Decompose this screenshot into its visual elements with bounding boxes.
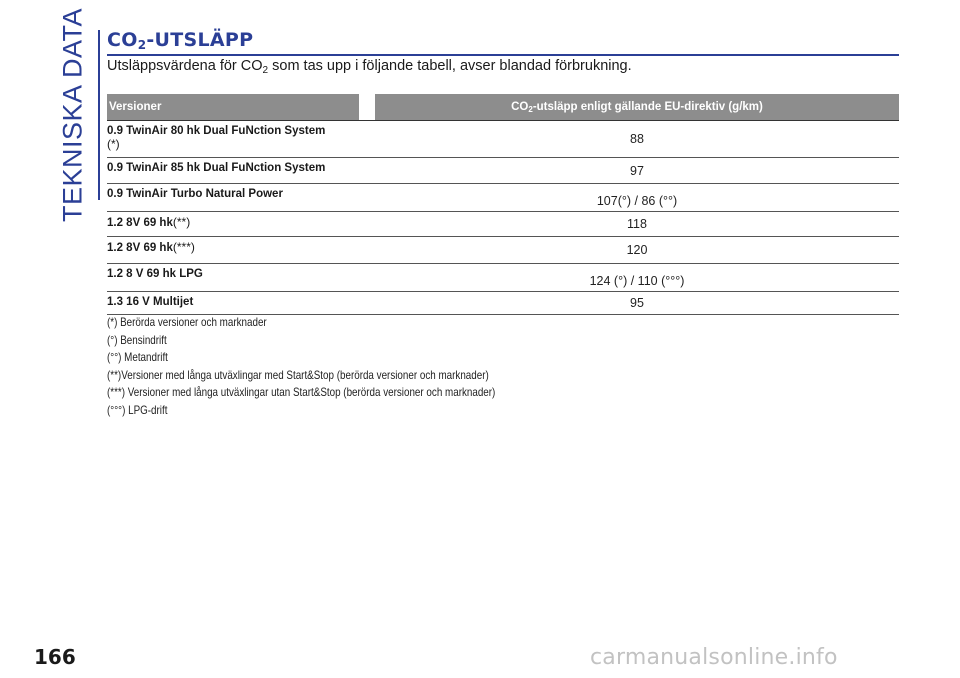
version-name: 0.9 TwinAir 80 hk Dual FuNction System [107,125,326,137]
row-value: 97 [630,163,644,178]
row-version [107,237,375,263]
version-name: 0.9 TwinAir 85 hk Dual FuNction System [107,162,326,174]
row-version [107,264,375,291]
version-name: 1.2 8V 69 hk [107,242,173,254]
version-name: 0.9 TwinAir Turbo Natural Power [107,188,283,200]
version-suffix: (*) [107,137,120,151]
intro-pre: Utsläppsvärdena för CO [107,58,263,74]
page-number: 166 [34,645,76,669]
row-version [107,212,375,236]
version-suffix: (**) [172,215,191,229]
footnote: (***) Versioner med långa utväxlingar utan Start&Stop (berörda versioner och marknader) [107,385,496,399]
footnote: (*) Berörda versioner och marknader [107,315,267,329]
emissions-table [107,94,899,315]
side-rule-divider [98,30,100,200]
header-co2 [375,94,899,120]
row-version [107,292,375,314]
table-row [107,212,899,237]
row-value: 95 [630,296,644,310]
title-sub: 2 [137,38,147,52]
footnote: (**)Versioner med långa utväxlingar med Start&Stop (berörda versioner och marknader) [107,367,489,382]
table-row [107,292,899,315]
title-block [107,29,899,56]
header-co2-post: -utsläpp enligt gällande EU-direktiv (g/km) [532,101,763,113]
version-name: 1.2 8V 69 hk [107,217,173,229]
footnote: (°°) Metandrift [107,350,168,364]
row-version [107,184,375,211]
header-co2-pre: CO [511,101,529,113]
footnotes [107,314,899,419]
title-post: -UTSLÄPP [146,29,254,51]
row-version [107,121,375,157]
watermark: carmanualsonline.info [590,645,838,670]
header-versions: Versioner [107,94,359,120]
page-title [107,29,899,52]
version-suffix: (***) [172,240,195,254]
title-pre: CO [107,29,138,51]
row-value: 88 [630,132,644,146]
version-name: 1.2 8 V 69 hk LPG [107,268,203,280]
table-header [107,94,899,120]
row-version [107,158,375,183]
row-value: 107(°) / 86 (°°) [596,193,678,208]
intro-post: som tas upp i följande tabell, avser blandad förbrukning. [272,58,632,74]
table-row [107,121,899,158]
table-row [107,237,899,264]
intro-text [107,58,632,76]
version-name: 1.3 16 V Multijet [107,296,194,308]
row-value: 120 [626,243,648,257]
row-value: 124 (°) / 110 (°°°) [589,273,685,288]
table-row [107,264,899,292]
footnote: (°°°) LPG-drift [107,402,168,417]
footnote: (°) Bensindrift [107,332,167,347]
section-side-label-text: TEKNISKA DATA [57,7,88,223]
section-side-label [57,7,88,223]
row-value: 118 [627,217,647,231]
table-row [107,184,899,212]
table-row [107,158,899,184]
intro-sub: 2 [262,65,269,76]
header-co2-sub: 2 [528,105,533,114]
